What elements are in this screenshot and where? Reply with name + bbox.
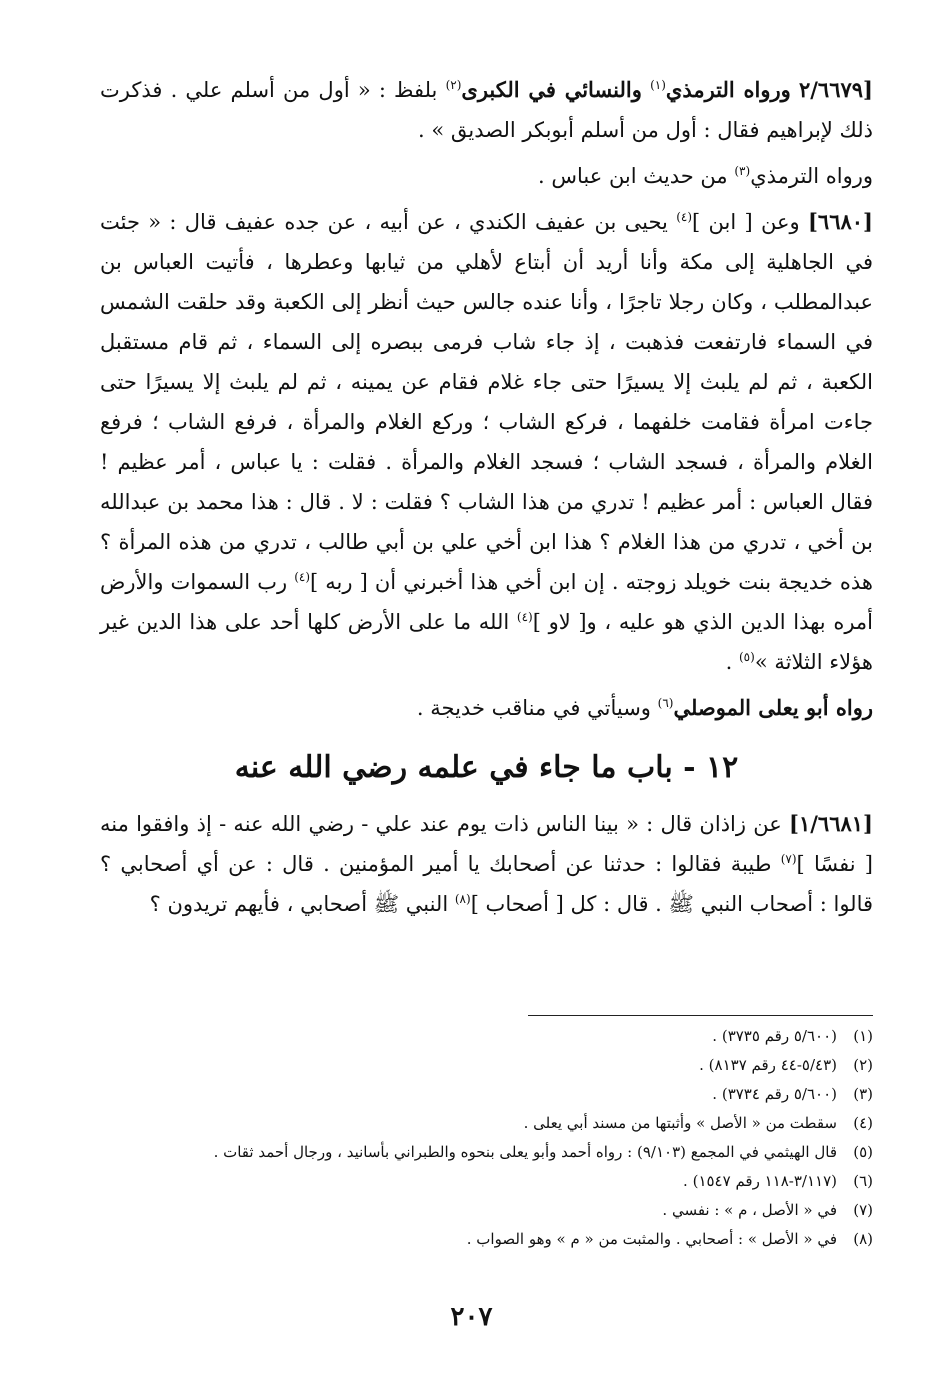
footnote-number: (١) [853,1027,873,1045]
footnote-text: (٣/١١٧-١١٨ رقم ١٥٤٧) . [683,1172,837,1190]
hadith-number: [٦٦٨٠] [807,209,873,234]
paragraph-text: . [725,650,733,674]
footnote-item [100,1051,873,1080]
hadith-number: [٢/٦٦٧٩ [798,77,873,102]
footnote-ref: (٢) [445,78,462,92]
paragraph-6679 [100,70,873,150]
footnote-item [100,1022,873,1051]
paragraph-text: وسيأتي في مناقب خديجة . [416,696,651,720]
footnote-text: في « الأصل » : أصحابي . والمثبت من « م » وهو الصواب . [466,1230,837,1248]
paragraph-text: بلفظ : « أول من أسلم علي . فذكرت ذلك لإبراهيم فقال : أول من أسلم أبوبكر الصديق » . [100,78,873,142]
footnote-item [100,1138,873,1167]
footnote-ref: (٦) [657,696,674,710]
footnote-item [100,1167,873,1196]
paragraph-text: طيبة فقالوا : حدثنا عن أصحابك يا أمير المؤمنين . قال : عن أي أصحابي ؟ قالوا : أصحاب النبي ﷺ . قال : كل [ أصحاب ] [100,852,873,916]
paragraph-text: النبي ﷺ أصحابي ، فأيهم تريدون ؟ [149,892,449,916]
paragraph-text: من حديث ابن عباس . [538,164,728,188]
footnote-text: سقطت من « الأصل » وأثبتها من مسند أبي يعلى . [523,1114,837,1132]
footnote-number: (٣) [853,1085,873,1103]
footnote-text: قال الهيثمي في المجمع (٩/١٠٣) : رواه أحمد وأبو يعلى بنحوه والطبراني بأسانيد ، ورجال أحمد ثقات . [213,1143,837,1161]
paragraph-text: الله ما على الأرض كلها أحد على هذا الدين غير هؤلاء الثلاثة » [100,610,873,674]
footnotes-list [100,1022,873,1254]
footnote-separator [528,1015,873,1016]
footnote-number: (٨) [853,1230,873,1248]
paragraph-6681 [100,804,873,924]
paragraph-text: عن زاذان قال : « بينا الناس ذات يوم عند علي - رضي الله عنه - إذ وافقوا منه [ نفسًا ] [100,812,873,876]
footnote-number: (٤) [853,1114,873,1132]
footnote-ref: (٤) [516,610,533,624]
footnote-ref: (١) [650,78,666,92]
footnote-item [100,1196,873,1225]
footnote-item [100,1109,873,1138]
paragraph-tirmidhi [100,156,873,196]
source-bold: والنسائي في الكبرى [461,77,642,102]
footnote-ref: (٥) [738,650,755,664]
paragraph-6680 [100,202,873,682]
footnote-number: (٧) [853,1201,873,1219]
footnote-text: (٥/٤٣-٤٤ رقم ٨١٣٧) . [699,1056,837,1074]
footnote-item [100,1225,873,1254]
source-bold: رواه أبو يعلى الموصلي [673,695,873,720]
footnote-text: (٥/٦٠٠ رقم ٣٧٣٥) . [712,1027,837,1045]
paragraph-text: ورواه الترمذي [750,164,873,188]
footnote-number: (٢) [853,1056,873,1074]
source-bold: ورواه الترمذي [665,77,791,102]
footnote-number: (٥) [853,1143,873,1161]
hadith-number: [١/٦٦٨١] [789,811,873,836]
paragraph-text: يحيى بن عفيف الكندي ، عن أبيه ، عن جده عفيف قال : « جئت في الجاهلية إلى مكة وأنا أريد أن أبتاع لأهلي من ثيابها وعطرها ، فأتيت العباس بن عبدالمطلب ، وكان رجلا تاجرًا ، وأنا عنده جالس حيث أنظر إلى الكعبة وقد حلقت الشمس في السماء فارتفعت فذهبت ، إذ جاء شاب فرمى ببصره إلى السماء ، ثم قام مستقبل الكعبة ، ثم لم يلبث إلا يسيرًا حتى جاء غلام فقام عن يمينه ، ثم لم يلبث إلا يسيرًا حتى جاءت امرأة فقامت خلفهما ، فركع الشاب ؛ وركع الغلام والمرأة ، فرفع الشاب ؛ فرفع الغلام والمرأة ، فسجد الشاب ؛ فسجد الغلام والمرأة . فقلت : يا عباس ، أمر عظيم ! فقال العباس : أمر عظيم ! تدري من هذا الشاب ؟ فقلت : لا . قال : هذا محمد بن عبدالله بن أخي ، تدري من هذا الغلام ؟ هذا ابن أخي علي بن أبي طالب ، تدري من هذه المرأة ؟ هذه خديجة بنت خويلد زوجته . إن ابن أخي هذا أخبرني أن [ ربه ] [100,210,873,594]
footnote-ref: (٤) [676,210,693,224]
paragraph-text: رب السموات والأرض أمره بهذا الدين الذي هو عليه ، و[ لاو ] [100,570,873,634]
footnote-ref: (٣) [734,164,751,178]
footnote-text: (٥/٦٠٠ رقم ٣٧٣٤) . [712,1085,837,1103]
page-number: ٢٠٧ [450,1302,493,1332]
footnote-ref: (٤) [294,570,311,584]
footnote-number: (٦) [853,1172,873,1190]
footnote-text: في « الأصل ، م » : نفسي . [662,1201,837,1219]
footnote-ref: (٧) [780,852,797,866]
paragraph-abu-yala [100,688,873,728]
footnote-ref: (٨) [454,892,471,906]
page-body [100,70,873,924]
chapter-title: ١٢ - باب ما جاء في علمه رضي الله عنه [234,750,739,785]
footnote-item [100,1080,873,1109]
paragraph-text: وعن [ ابن ] [692,210,800,234]
